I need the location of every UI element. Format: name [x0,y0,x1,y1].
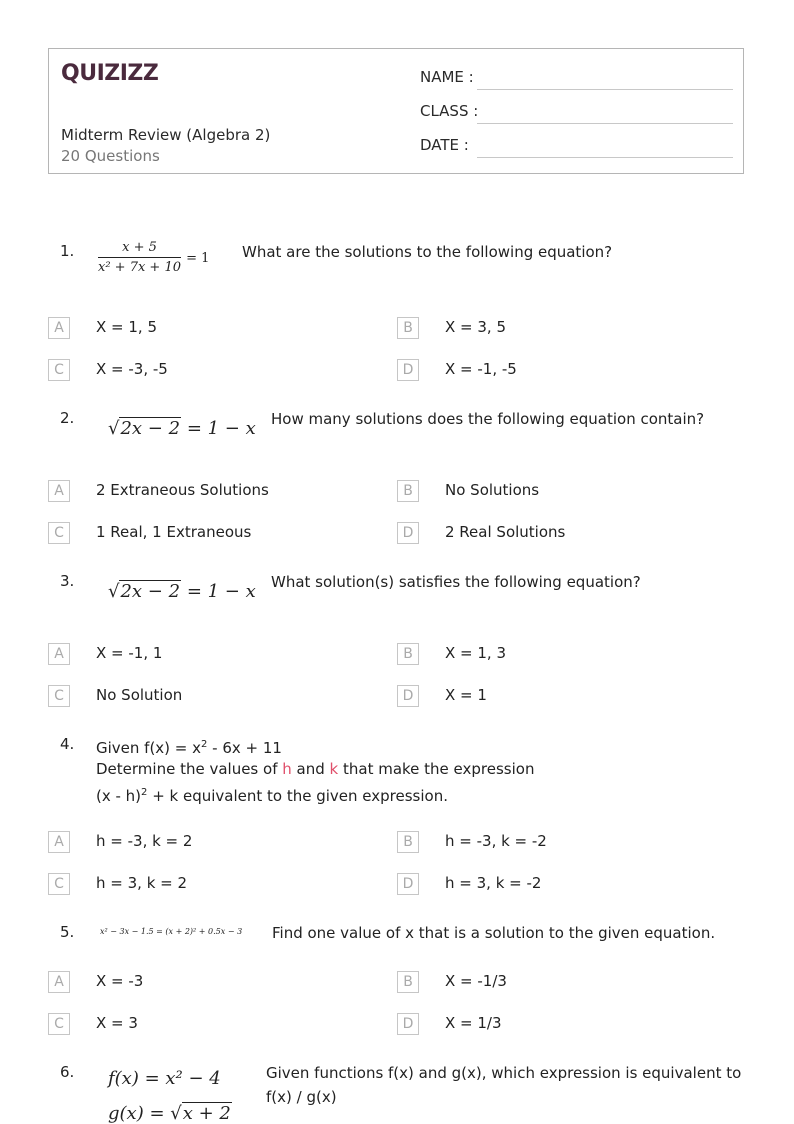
question-text-line-1: Given $f(x) = x^2 - 6x + 11$ [96,739,282,757]
option-a-text[interactable]: h = -3, k = 2 [96,832,193,850]
option-c-box[interactable]: C [48,359,70,381]
option-c-box[interactable]: C [48,1013,70,1035]
option-a-text[interactable]: X = -3 [96,972,144,990]
equation-radical: √2x − 2 = 1 − x [108,581,256,602]
option-c-text[interactable]: h = 3, k = 2 [96,874,188,892]
option-c-text[interactable]: X = 3 [96,1014,138,1032]
worksheet-header [48,48,744,174]
option-c-box[interactable]: C [48,873,70,895]
option-b-text[interactable]: No Solutions [445,481,540,499]
variable-k: k [329,760,339,778]
fraction-denominator: x² + 7x + 10 [98,260,182,275]
option-d-box[interactable]: D [397,873,419,895]
date-input-line[interactable] [477,157,733,158]
option-b-box[interactable]: B [397,480,419,502]
equation-small: x² − 3x − 1.5 = (x + 2)² + 0.5x − 3 [100,927,243,936]
equation-rhs: = 1 − x [186,581,256,602]
question-text: What solution(s) satisfies the following equation? [271,573,641,591]
option-b-box[interactable]: B [397,831,419,853]
question-text-line-3: (x - h)$^2$ + k equivalent to the given expression. [96,787,448,805]
option-b-box[interactable]: B [397,317,419,339]
question-number: 5. [60,923,75,941]
option-c-text[interactable]: 1 Real, 1 Extraneous [96,523,252,541]
question-text-line-2: Determine the values of h and k that make the expression [96,760,535,778]
option-c-text[interactable]: X = -3, -5 [96,360,168,378]
question-text-line-2: f(x) / g(x) [266,1088,337,1106]
function-g: g(x) = √x + 2 [108,1103,231,1124]
option-d-box[interactable]: D [397,1013,419,1035]
question-number: 2. [60,409,75,427]
option-a-box[interactable]: A [48,971,70,993]
function-f: f(x) = x² − 4 [108,1068,221,1089]
radicand: x + 2 [182,1103,231,1124]
option-a-box[interactable]: A [48,480,70,502]
option-d-text[interactable]: X = 1/3 [445,1014,502,1032]
option-a-text[interactable]: X = -1, 1 [96,644,163,662]
option-a-text[interactable]: 2 Extraneous Solutions [96,481,269,499]
option-b-text[interactable]: h = -3, k = -2 [445,832,547,850]
equation-rhs: = 1 [186,251,210,266]
option-d-text[interactable]: X = -1, -5 [445,360,517,378]
question-text-line-1: Given functions f(x) and g(x), which expression is equivalent to [266,1064,742,1082]
question-text: Find one value of x that is a solution to the given equation. [272,924,716,942]
option-a-text[interactable]: X = 1, 5 [96,318,158,336]
question-number: 6. [60,1063,75,1081]
class-input-line[interactable] [477,123,733,124]
class-label: CLASS : [420,102,479,120]
option-c-box[interactable]: C [48,522,70,544]
radicand: 2x − 2 [120,581,181,602]
equation-fraction [98,240,209,275]
option-d-box[interactable]: D [397,522,419,544]
equation-rhs: = 1 − x [186,418,256,439]
question-number: 1. [60,242,75,260]
option-c-text[interactable]: No Solution [96,686,183,704]
option-d-text[interactable]: X = 1 [445,686,487,704]
question-text: How many solutions does the following equation contain? [271,410,705,428]
option-a-box[interactable]: A [48,317,70,339]
equation-radical: √2x − 2 = 1 − x [108,418,256,439]
fraction-numerator: x + 5 [98,240,181,258]
option-c-box[interactable]: C [48,685,70,707]
option-b-text[interactable]: X = 3, 5 [445,318,507,336]
option-a-box[interactable]: A [48,831,70,853]
option-d-box[interactable]: D [397,685,419,707]
variable-h: h [282,760,292,778]
worksheet-title: Midterm Review (Algebra 2) [61,126,271,144]
quizizz-logo: QUIZIZZ [61,61,159,86]
option-b-text[interactable]: X = 1, 3 [445,644,507,662]
question-text: What are the solutions to the following equation? [242,243,613,261]
option-b-box[interactable]: B [397,971,419,993]
question-number: 3. [60,572,75,590]
option-a-box[interactable]: A [48,643,70,665]
option-b-text[interactable]: X = -1/3 [445,972,507,990]
option-d-text[interactable]: 2 Real Solutions [445,523,566,541]
radicand: 2x − 2 [120,418,181,439]
name-label: NAME : [420,68,474,86]
name-input-line[interactable] [477,89,733,90]
date-label: DATE : [420,136,469,154]
option-d-box[interactable]: D [397,359,419,381]
question-number: 4. [60,735,75,753]
option-d-text[interactable]: h = 3, k = -2 [445,874,542,892]
question-count: 20 Questions [61,147,160,165]
option-b-box[interactable]: B [397,643,419,665]
